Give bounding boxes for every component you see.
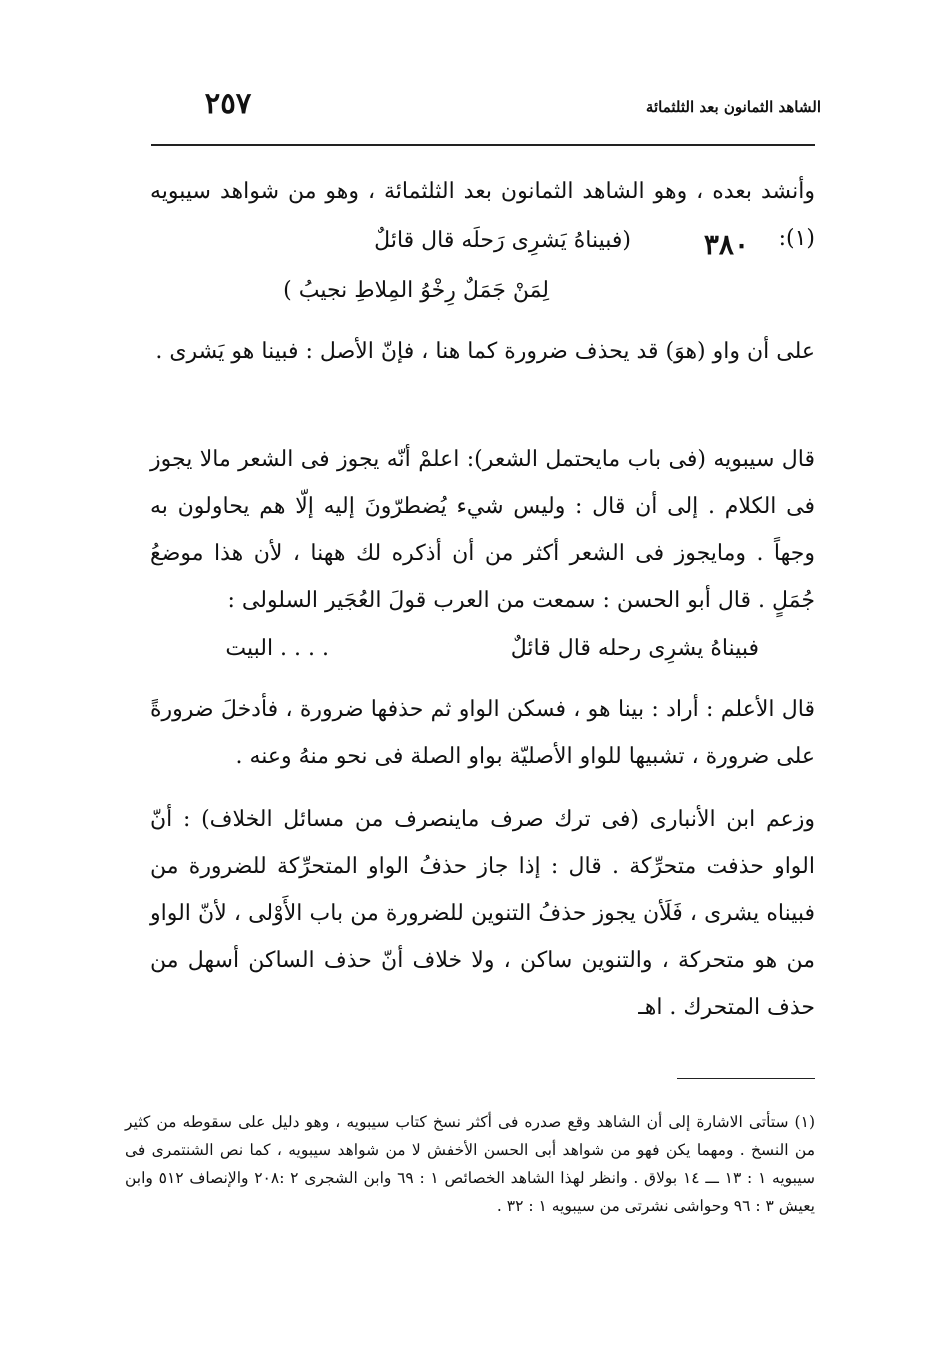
header-divider <box>151 144 815 146</box>
quoted-verse-ellipsis: . . . . البيت <box>225 636 329 661</box>
verse-hemistich-2: لِمَنْ جَمَلٌ رِخْوُ المِلاطِ نجيبُ ) <box>283 278 549 303</box>
paragraph-3: قال الأعلم : أراد : بينا هو ، فسكن الواو ثم حذفها ضرورة ، فأدخلَ ضرورةً على ضرورة ، تشبيها للواو الأصليّة بواو الصلة فى نحو منهُ وعنه . <box>150 697 815 769</box>
verse-number: ٣٨٠ <box>703 228 749 261</box>
paragraph-1: على أن واو (هوَ) قد يحذف ضرورة كما هنا ، فإنّ الأصل : فبينا هو يَشرى . <box>155 339 815 364</box>
quoted-verse: فبيناهُ يشرِى رحله قال قائلٌ <box>510 636 759 661</box>
footnote: (١) ستأتى الاشارة إلى أن الشاهد وقع صدره فى أكثر نسخ كتاب سيبويه ، وهو دليل على سقوطه من كثير من النسخ . ومهما يكن فهو من شواهد أبى الحسن الأخفش لا من شواهد سيبويه ، كما نص الشنتمرى فى سيبويه ١ : ١٣ ـــ ١٤ بولاق . وانظر لهذا الشاهد الخصائص ١ : ٦٩ وابن الشجرى ٢ :٢٠٨ والإنصاف ٥١٢ وابن يعيش ٣ : ٩٦ وحواشى نشرتى من سيبويه ١ : ٣٢ . <box>125 1113 816 1215</box>
footnote-divider <box>677 1078 815 1079</box>
running-title: الشاهد الثمانون بعد الثلثمائة <box>645 98 821 116</box>
paragraph-4: وزعم ابن الأنبارى (فى ترك صرف ماينصرف من مسائل الخلاف) : أنّ الواو حذفت متحرِّكة . قال : إذا جاز حذفُ الواو المتحرِّكة للضرورة من فبيناه يشرى ، فَلَأن يجوز حذفُ التنوين للضرورة من باب الأَوْلى ، لأنّ الواو من هو متحركة ، والتنوين ساكن ، ولا خلاف أنّ حذف الساكن أسهل من حذف المتحرك . اهـ <box>150 807 816 1020</box>
verse-hemistich-1: (فبيناهُ يَشرِى رَحلَه قال قائلٌ <box>374 228 631 253</box>
page-number: ٢٥٧ <box>204 86 252 120</box>
intro-line: وأنشد بعده ، وهو الشاهد الثمانون بعد الثلثمائة ، وهو من شواهد سيبويه (١): <box>150 179 815 251</box>
paragraph-2: قال سيبويه (فى باب مايحتمل الشعر): اعلمْ أنّه يجوز فى الشعر مالا يجوز فى الكلام . إلى أن قال : وليس شيء يُضطرّونَ إليه إلّا هم يحاولون به وجهاً . ومايجوز فى الشعر أكثر من أن أذكره لك ههنا ، لأن هذا موضعُ جُمَلٍ . قال أبو الحسن : سمعت من العرب قولَ العُجَير السلولى : <box>150 447 815 613</box>
